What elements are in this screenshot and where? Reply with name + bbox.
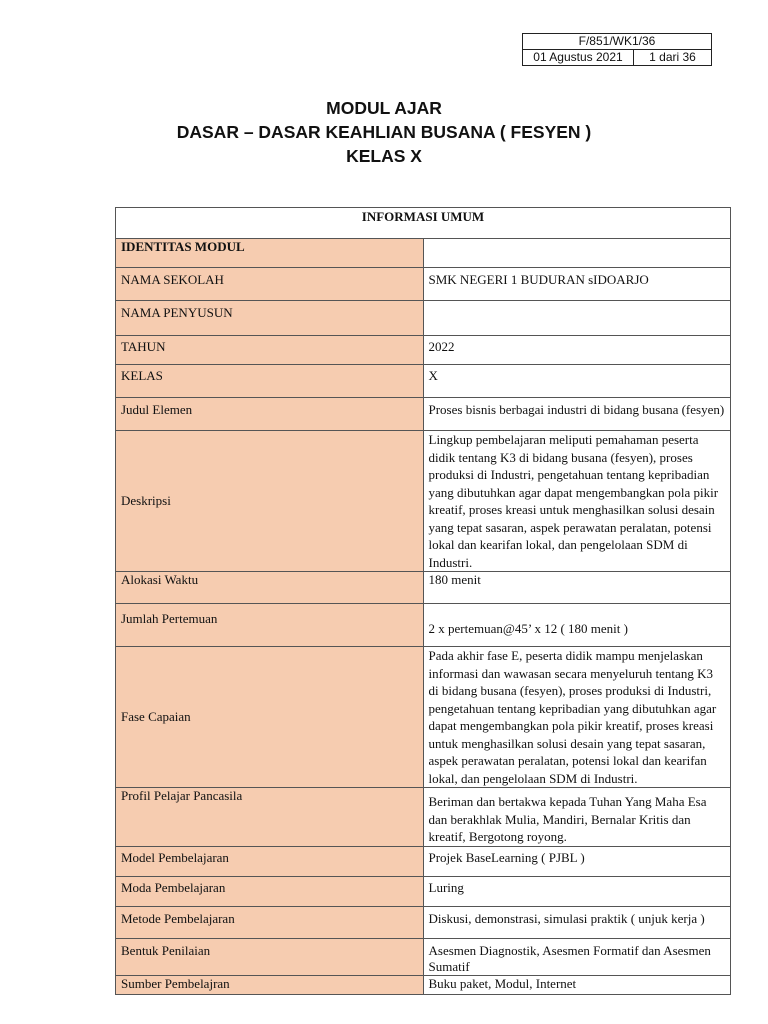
row-label-bentuk-penilaian: Bentuk Penilaian (116, 938, 424, 975)
row-value-jumlah-pertemuan: 2 x pertemuan@45’ x 12 ( 180 menit ) (423, 604, 731, 647)
row-label-kelas: KELAS (116, 365, 424, 398)
row-label-moda-pembelajaran: Moda Pembelajaran (116, 876, 424, 906)
row-label-metode-pembelajaran: Metode Pembelajaran (116, 906, 424, 938)
row-value-tahun: 2022 (423, 336, 731, 365)
document-title: MODUL AJAR (326, 98, 442, 118)
row-label-nama-sekolah: NAMA SEKOLAH (116, 268, 424, 301)
document-subtitle: DASAR – DASAR KEAHLIAN BUSANA ( FESYEN ) (176, 122, 592, 142)
row-label-jumlah-pertemuan: Jumlah Pertemuan (116, 604, 424, 647)
page-indicator: 1 dari 36 (634, 50, 712, 66)
row-label-identitas-modul: IDENTITAS MODUL (116, 239, 424, 268)
row-value-profil-pelajar-pancasila: Beriman dan bertakwa kepada Tuhan Yang Maha Esa dan berakhlak Mulia, Mandiri, Bernalar Kritis dan kreatif, Bergotong royong. (423, 788, 731, 847)
row-label-fase-capaian: Fase Capaian (116, 647, 424, 788)
row-value-nama-penyusun (423, 301, 731, 336)
row-value-alokasi-waktu: 180 menit (423, 572, 731, 604)
row-label-deskripsi: Deskripsi (116, 431, 424, 572)
general-information-table (115, 207, 731, 995)
row-value-nama-sekolah: SMK NEGERI 1 BUDURAN sIDOARJO (423, 268, 731, 301)
row-label-model-pembelajaran: Model Pembelajaran (116, 846, 424, 876)
row-value-moda-pembelajaran: Luring (423, 876, 731, 906)
document-class-title: KELAS X (346, 146, 422, 166)
document-reference-box (522, 33, 712, 66)
row-value-sumber-pembelajaran: Buku paket, Modul, Internet (423, 975, 731, 994)
row-label-alokasi-waktu: Alokasi Waktu (116, 572, 424, 604)
table-heading: INFORMASI UMUM (116, 208, 731, 239)
row-label-sumber-pembelajaran: Sumber Pembelajran (116, 975, 424, 994)
row-value-deskripsi: Lingkup pembelajaran meliputi pemahaman peserta didik tentang K3 di bidang busana (fesyen), proses produksi di Industri, pengetahuan tentang kepribadian yang dibutuhkan agar dapat mengembangkan pola pikir kreatif, proses kreasi untuk menghasilkan solusi desain yang tepat sasaran, aspek perawatan peralatan, potensi lokal dan kearifan lokal, dan pengelolaan SDM di Industri. (423, 431, 731, 572)
row-label-nama-penyusun: NAMA PENYUSUN (116, 301, 424, 336)
form-code: F/851/WK1/36 (523, 34, 712, 50)
row-value-fase-capaian: Pada akhir fase E, peserta didik mampu menjelaskan informasi dan wawasan secara menyeluruh tentang K3 di bidang busana (fesyen), proses produksi di Industri, pengetahuan tentang kepribadian yang dibutuhkan agar dapat mengembangkan pola pikir kreatif, proses kreasi untuk menghasilkan solusi desain yang tepat sasaran, aspek perawatan peralatan, potensi lokal dan kearifan lokal, dan pengelolaan SDM di Industri. (423, 647, 731, 788)
row-value-model-pembelajaran: Projek BaseLearning ( PJBL ) (423, 846, 731, 876)
row-value-kelas: X (423, 365, 731, 398)
row-label-profil-pelajar-pancasila: Profil Pelajar Pancasila (116, 788, 424, 847)
row-value-metode-pembelajaran: Diskusi, demonstrasi, simulasi praktik ( unjuk kerja ) (423, 906, 731, 938)
document-date: 01 Agustus 2021 (523, 50, 634, 66)
document-title-block (0, 96, 768, 168)
row-value-bentuk-penilaian: Asesmen Diagnostik, Asesmen Formatif dan Asesmen Sumatif (423, 938, 731, 975)
row-label-judul-elemen: Judul Elemen (116, 398, 424, 431)
row-value-identitas-modul (423, 239, 731, 268)
row-label-tahun: TAHUN (116, 336, 424, 365)
row-value-judul-elemen: Proses bisnis berbagai industri di bidang busana (fesyen) (423, 398, 731, 431)
